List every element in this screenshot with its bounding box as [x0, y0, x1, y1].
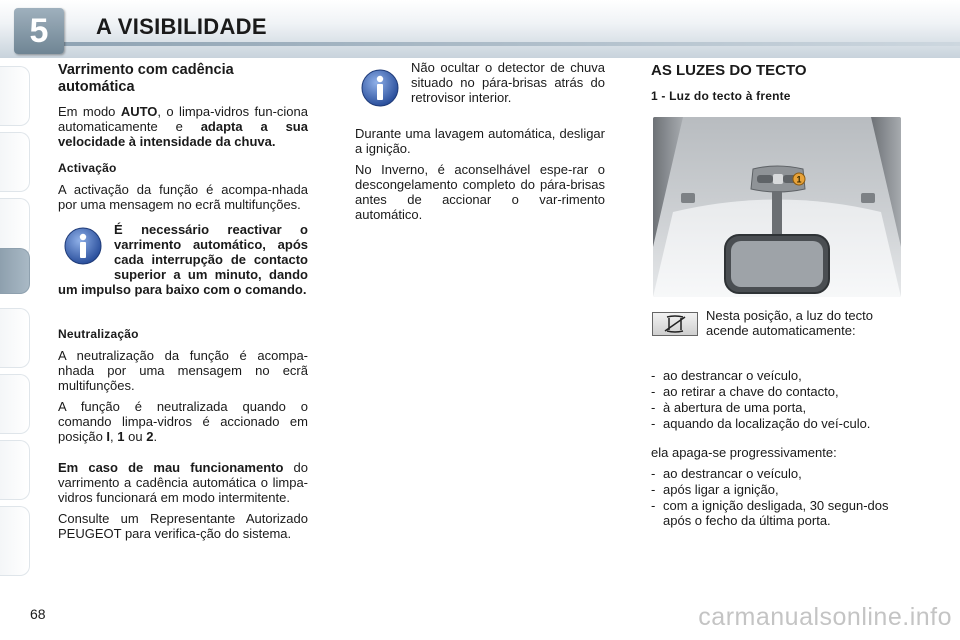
ceiling-light-photo: [653, 117, 901, 297]
fade-out-text: ela apaga-se progressivamente:: [651, 445, 837, 460]
consult-paragraph: Consulte um Representante Autorizado PEUGEOT para verifica-ção do sistema.: [58, 511, 308, 541]
info-box-reactivate: [58, 222, 308, 297]
car-wash-paragraph: Durante uma lavagem automática, desligar a ignição.: [355, 126, 605, 156]
position-2: 2: [146, 429, 154, 444]
list-item: - à abertura de uma porta,: [651, 400, 903, 415]
door-switch-icon: [652, 312, 698, 336]
side-tab-2[interactable]: [0, 132, 30, 192]
side-tab-5[interactable]: [0, 308, 30, 368]
position-i: I: [106, 429, 111, 444]
activation-text: A activação da função é acompa-nhada por uma mensagem no ecrã multifunções.: [58, 182, 308, 212]
intro-text: Em modo: [58, 104, 121, 119]
malfunction-paragraph: [58, 460, 308, 505]
intro-bold-text: adapta a sua velocidade à intensidade da chuva.: [58, 119, 308, 149]
neutralization-text-2: [58, 399, 308, 444]
column-ceiling-lights: [651, 60, 903, 110]
info-icon: [359, 68, 401, 108]
intro-text-mid: , o limpa-vidros fun-ciona automaticamente e: [58, 104, 308, 134]
info-icon: [62, 226, 104, 266]
section-title-auto-wipe: Varrimento com cadência automática: [58, 62, 234, 95]
chapter-number-badge: 5: [14, 8, 64, 54]
section-title-ceiling-lights: AS LUZES DO TECTO: [651, 62, 807, 79]
period: .: [153, 429, 158, 444]
list-item: - ao destrancar o veículo,: [651, 368, 903, 383]
separator-1: ,: [110, 429, 118, 444]
list-item: - após ligar a ignição,: [651, 482, 903, 497]
chapter-title: A VISIBILIDADE: [96, 14, 267, 39]
auto-light-description: Nesta posição, a luz do tecto acende automaticamente:: [706, 308, 873, 338]
list-item: - com a ignição desligada, 30 segun-dos após o fecho da última porta.: [651, 498, 903, 528]
neutralization-text-1: A neutralização da função é acompa-nhada por uma mensagem no ecrã multifunções.: [58, 348, 308, 393]
neutralization-text-2-pre: A função é neutralizada quando o comando limpa-vidros é accionado em posição: [58, 399, 308, 444]
side-tab-1[interactable]: [0, 66, 30, 126]
malfunction-bold: Em caso de mau funcionamento: [58, 460, 284, 475]
column-rain-sensor-notes: [355, 60, 605, 228]
intro-paragraph: [58, 104, 308, 149]
info-text-detector: Não ocultar o detector de chuva situado no pára-brisas atrás do retrovisor interior.: [411, 60, 605, 105]
auto-mode-label: AUTO: [120, 104, 158, 119]
side-tab-8[interactable]: [0, 506, 30, 576]
front-ceiling-light-heading: 1 - Luz do tecto à frente: [651, 89, 791, 103]
info-text-reactivate: É necessário reactivar o varrimento automático, após cada interrupção de contacto superior a um minuto, dando um impulso para baixo com o comando.: [58, 222, 308, 297]
side-tab-7[interactable]: [0, 440, 30, 500]
light-on-list: [651, 368, 903, 431]
activation-heading: Activação: [58, 161, 117, 175]
page-number: 68: [30, 606, 46, 622]
watermark: carmanualsonline.info: [698, 603, 952, 631]
info-box-detector: [355, 60, 605, 110]
position-1: 1: [117, 429, 125, 444]
list-item: - ao destrancar o veículo,: [651, 466, 903, 481]
list-item: - aquando da localização do veí-culo.: [651, 416, 903, 431]
column-rain-sensor: [58, 62, 308, 547]
photo-callout-1: 1: [796, 174, 802, 185]
header-divider: [60, 42, 960, 46]
ceiling-light-switch-icon: [653, 313, 697, 335]
side-tab-6[interactable]: [0, 374, 30, 434]
neutralization-heading: Neutralização: [58, 327, 139, 341]
ceiling-light-illustration: [653, 117, 901, 297]
list-item: - ao retirar a chave do contacto,: [651, 384, 903, 399]
ceiling-light-conditions: [651, 368, 903, 538]
fade-out-list: [651, 466, 903, 528]
side-tab-active[interactable]: [0, 248, 30, 294]
separator-2: ou: [124, 429, 147, 444]
winter-paragraph: No Inverno, é aconselhável espe-rar o descongelamento completo do pára-brisas antes de accionar o var-rimento automático.: [355, 162, 605, 222]
malfunction-text: do varrimento a cadência automática o limpa-vidros funcionará em modo intermitente.: [58, 460, 309, 505]
